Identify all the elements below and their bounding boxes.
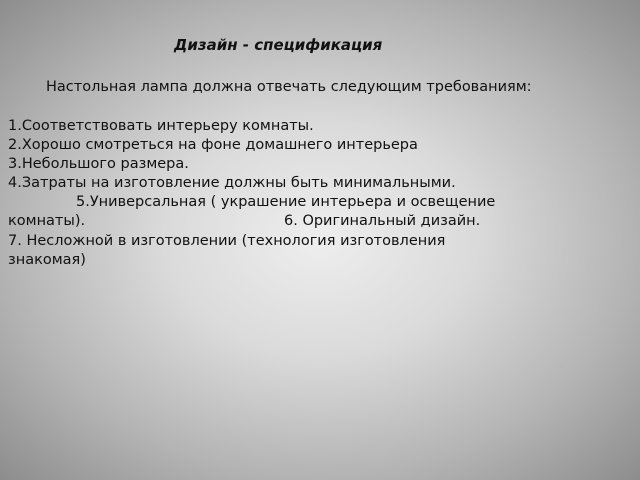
requirement-6: 6. Оригинальный дизайн. — [284, 213, 481, 229]
requirement-4: 4.Затраты на изготовление должны быть минимальными. — [8, 175, 456, 191]
slide-title: Дизайн - спецификация — [174, 36, 383, 54]
requirement-7: 7. Несложной в изготовлении (технология изготовления — [8, 233, 446, 249]
requirement-5-continued: комнаты). — [8, 213, 86, 229]
requirement-3: 3.Небольшого размера. — [8, 156, 189, 172]
requirement-2: 2.Хорошо смотреться на фоне домашнего интерьера — [8, 137, 418, 153]
requirement-1: 1.Соответствовать интерьеру комнаты. — [8, 118, 314, 134]
requirement-7-continued: знакомая) — [8, 252, 86, 268]
intro-text: Настольная лампа должна отвечать следующим требованиям: — [46, 79, 532, 95]
requirement-5: 5.Универсальная ( украшение интерьера и освещение — [76, 194, 496, 210]
